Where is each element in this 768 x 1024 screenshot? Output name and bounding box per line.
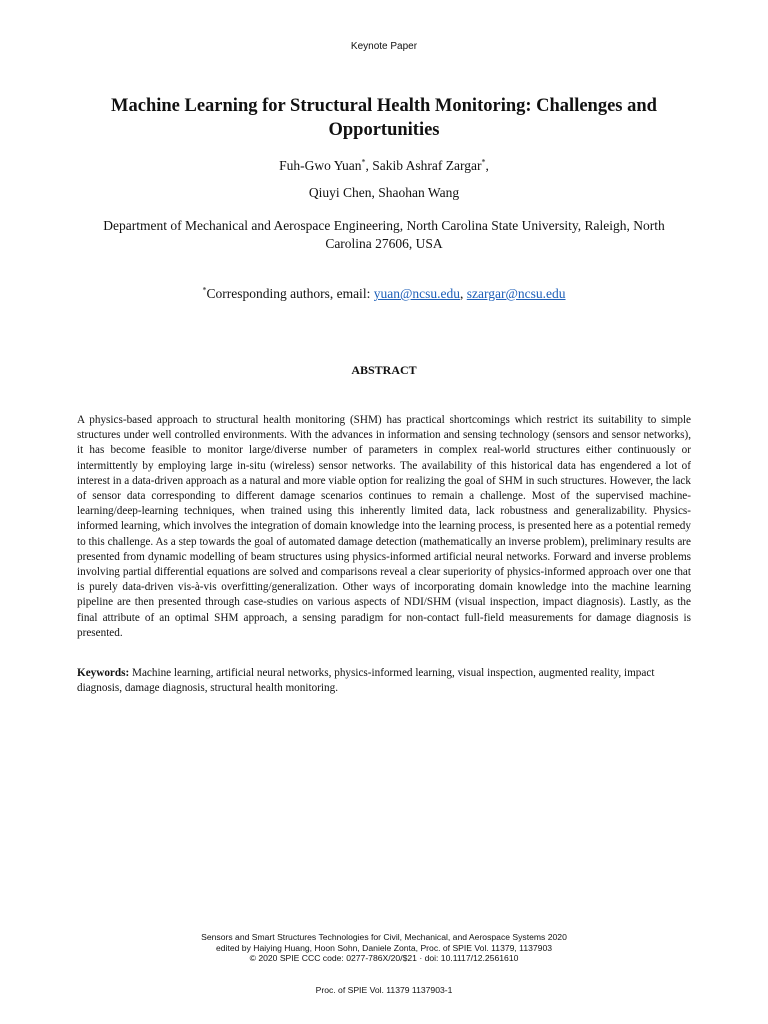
paper-title: Machine Learning for Structural Health Monitoring: Challenges and Opportunities (111, 96, 657, 140)
citation-conference: Sensors and Smart Structures Technologies for Civil, Mechanical, and Aerospace Systems 2020 (201, 932, 567, 942)
author-name: Sakib Ashraf Zargar (372, 158, 482, 173)
author-list (0, 158, 768, 174)
author-list-second-line: Qiuyi Chen, Shaohan Wang (308, 185, 460, 200)
page-number-footer: Proc. of SPIE Vol. 11379 1137903-1 (315, 985, 453, 995)
email-link-zargar[interactable]: szargar@ncsu.edu (466, 286, 566, 301)
email-separator: , (460, 286, 467, 301)
corresponding-mark: * (361, 157, 366, 167)
keywords-text: Machine learning, artificial neural networks, physics-informed learning, visual inspection, augmented reality, impact diagnosis, damage diagnosis, structural health monitoring. (77, 667, 655, 695)
corresponding-mark: * (202, 285, 207, 295)
email-link-yuan[interactable]: yuan@ncsu.edu (373, 286, 460, 301)
running-header: Keynote Paper (350, 41, 418, 52)
abstract-heading: ABSTRACT (351, 363, 417, 377)
abstract-body: A physics-based approach to structural health monitoring (SHM) has practical shortcomings which restrict its suitability to simple structures under well controlled environments. With the advances in information and sensing technology (sensors and sensor networks), it has become feasible to monitor large/diverse number of parameters in complex real-world structures either continuously or intermittently by employing large in-situ (wireless) sensor networks. The availability of this historical data has engendered a lot of interest in a data-driven approach as a natural and more viable option for realizing the goal of SHM in such structures. However, the lack of sensor data corresponding to different damage scenarios continues to remain a challenge. Most of the supervised machine-learning/deep-learning techniques, when trained using this inherently limited data, lack robustness and generalizability. Physics-informed learning, which involves the integration of domain knowledge into the learning process, is presented here as a potential remedy to this challenge. As a step towards the goal of automated damage detection (mathematically an inverse problem), preliminary results are presented from dynamic modelling of beam structures using physics-informed artificial neural networks. Forward and inverse problems involving partial differential equations are solved and comparisons reveal a clear superiority of physics-informed approach over one that is purely data-driven vis-à-vis overfitting/generalization. Other ways of incorporating domain knowledge into the machine learning pipeline are then presented through case-studies on various aspects of NDI/SHM (visual inspection, impact diagnosis). Lastly, as the final attribute of an optimal SHM approach, a sensing paradigm for non-contact full-field measurements for damage diagnosis is presented. (77, 414, 691, 639)
author-separator: , (485, 158, 489, 173)
citation-copyright: © 2020 SPIE CCC code: 0277-786X/20/$21 · doi: 10.1117/12.2561610 (249, 953, 519, 963)
author-separator: , (365, 158, 373, 173)
corresponding-authors-note (0, 286, 768, 302)
keywords-paragraph (77, 666, 691, 696)
correspondence-label: Corresponding authors, email: (206, 286, 374, 301)
citation-footer (0, 932, 768, 964)
corresponding-mark: * (481, 157, 486, 167)
citation-editors: edited by Haiying Huang, Hoon Sohn, Daniele Zonta, Proc. of SPIE Vol. 11379, 1137903 (215, 942, 552, 953)
author-affiliation: Department of Mechanical and Aerospace Engineering, North Carolina State University, Raleigh, North Carolina 27606, USA (103, 218, 665, 251)
author-name: Fuh-Gwo Yuan (279, 158, 362, 173)
keywords-label: Keywords: (77, 667, 130, 679)
